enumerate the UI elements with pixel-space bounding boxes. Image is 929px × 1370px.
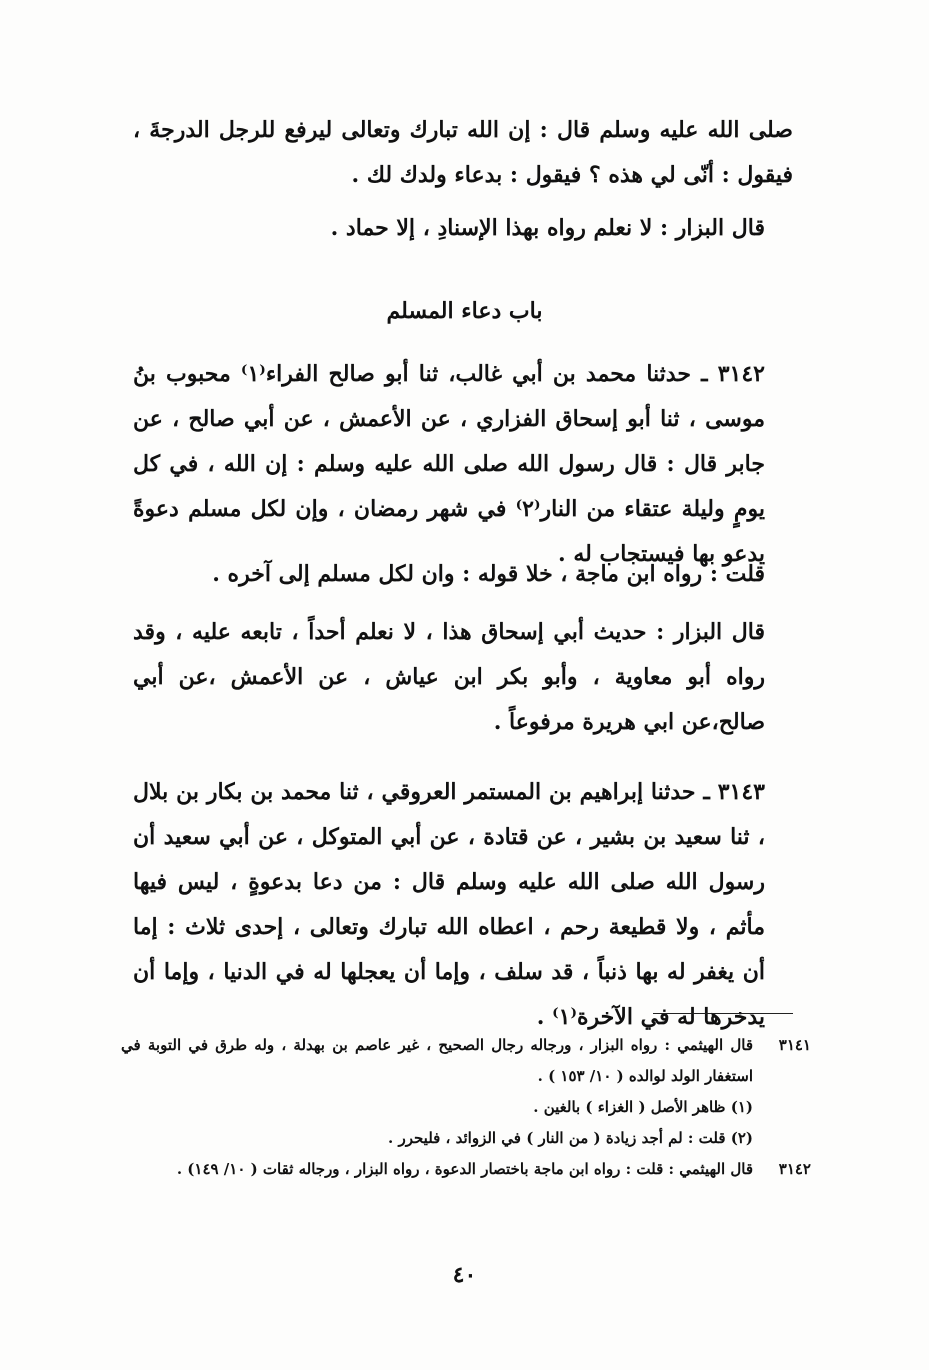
footnote-number [753, 1123, 811, 1154]
chapter-heading: باب دعاء المسلم [386, 298, 543, 324]
footnote-1 [121, 1092, 811, 1123]
paragraph-bazzar-note-1 [133, 206, 793, 251]
footnote-3142 [121, 1154, 811, 1185]
footnote-number: ٣١٤٢ [778, 1160, 811, 1178]
footnotes [121, 1030, 811, 1185]
hadith-3143-text: ٣١٤٣ ـ حدثنا إبراهيم بن المستمر العروقي ، ثنا محمد بن بكار بن بلال ، ثنا سعيد بن بشير ، عن قتادة ، عن أبي المتوكل ، عن أبي سعيد أن رسول الله صلى الله عليه وسلم قال : من دعا بدعوةٍ ، ليس فيها مأثم ، ولا قطيعة رحم ، اعطاه الله تبارك وتعالى ، إحدى ثلاث : إما أن يغفر له بها ذنباً ، قد سلف ، وإما أن يعجلها له في الدنيا ، وإما أن يدخرها له في الآخرة⁽١⁾ . [133, 779, 765, 1030]
page-number: ٤٠ [452, 1262, 477, 1288]
bazzar-comment-2: قال البزار : حديث أبي إسحاق هذا ، لا نعلم أحداً ، تابعه عليه ، وقد رواه أبو معاوية ، وأبو بكر ابن عياش ، عن الأعمش ،عن أبي صالح،عن ابي هريرة مرفوعاً . [133, 619, 765, 735]
hadith-3142 [133, 352, 793, 577]
footnote-3141 [121, 1030, 811, 1092]
footnote-number [753, 1092, 811, 1123]
footnote-text: (٢) قلت : لم أجد زيادة ( من النار ) في الزوائد ، فليحرر . [388, 1129, 753, 1147]
paragraph-bazzar-note-2 [133, 610, 793, 745]
footnote-text: قال الهيثمي : رواه البزار ، ورجاله رجال الصحيح ، غير عاصم بن بهدلة ، وله طرق في التوبة في استغفار الولد لوالده ( ١٠/ ١٥٣ ) . [121, 1036, 753, 1085]
hadith-3143 [133, 770, 793, 1040]
hadith-3142-text: ٣١٤٢ ـ حدثنا محمد بن أبي غالب، ثنا أبو صالح الفراء⁽١⁾ محبوب بنُ موسى ، ثنا أبو إسحاق الفزاري ، عن الأعمش ، عن أبي صالح ، عن جابر قال : قال رسول الله صلى الله عليه وسلم : إن الله ، في كل يومٍ وليلة عتقاء من النار⁽٢⁾ في شهر رمضان ، وإن لكل مسلم دعوةً يدعو بها فيستجاب له . [133, 361, 765, 567]
hadith-3141-ending: صلى الله عليه وسلم قال : إن الله تبارك وتعالى ليرفع للرجل الدرجةَ ، فيقول : أنّى لي هذه ؟ فيقول : بدعاء ولدك لك . [133, 117, 793, 188]
bazzar-comment: قال البزار : لا نعلم رواه بهذا الإسنادِ ، إلا حماد . [330, 215, 765, 241]
footnote-2 [121, 1123, 811, 1154]
ibn-majah-comment: قلت : رواه ابن ماجة ، خلا قوله : وان لكل مسلم إلى آخره . [212, 561, 765, 587]
note-ibn-majah [133, 552, 793, 597]
footnote-text: قال الهيثمي : قلت : رواه ابن ماجة باختصار الدعوة ، رواه البزار ، ورجاله ثقات ( ١٠/ ١٤٩) . [176, 1160, 753, 1178]
footnote-text: (١) ظاهر الأصل ( الغزاء ) بالغين . [533, 1098, 753, 1116]
footnote-separator [653, 1013, 793, 1014]
footnote-number: ٣١٤١ [778, 1036, 811, 1054]
paragraph-continuation [133, 108, 793, 198]
